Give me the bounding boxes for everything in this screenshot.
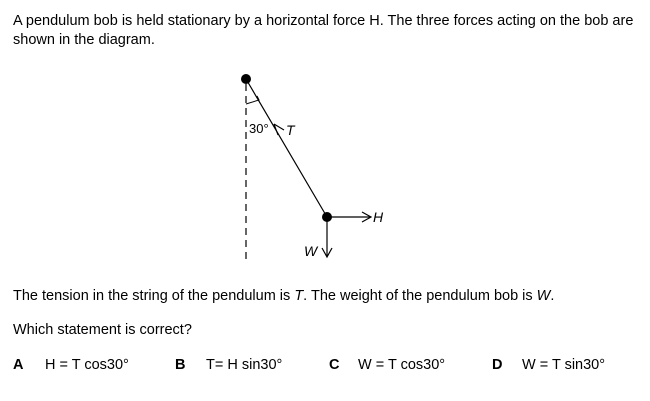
weight-label: W: [304, 243, 318, 259]
horizontal-force-label: H: [373, 209, 384, 225]
option-b-letter: B: [175, 357, 186, 373]
tension-label: T: [286, 122, 295, 138]
statement-part-3: .: [550, 288, 555, 304]
question-prompt: Which statement is correct?: [13, 322, 192, 338]
option-d-letter: D: [492, 357, 503, 373]
pendulum-string: [246, 79, 327, 217]
option-c-letter: C: [329, 357, 340, 373]
tension-weight-statement: [13, 288, 554, 304]
intro-line-1: A pendulum bob is held stationary by a horizontal force H. The three forces acting on the bob are: [13, 13, 634, 29]
option-d-text: W = T sin30°: [522, 357, 606, 373]
option-b-text: T= H sin30°: [206, 357, 283, 373]
statement-part-1: The tension in the string of the pendulum is: [13, 288, 295, 304]
statement-t-symbol: T: [294, 288, 304, 304]
option-a-letter: A: [13, 357, 24, 373]
option-c-text: W = T cos30°: [358, 357, 446, 373]
pivot-point: [241, 74, 251, 84]
tension-arrow-head: [274, 124, 284, 135]
statement-w-symbol: W: [536, 288, 551, 304]
option-a-text: H = T cos30°: [45, 357, 129, 373]
angle-marker: [246, 96, 259, 104]
statement-part-2: . The weight of the pendulum bob is: [303, 288, 537, 304]
angle-label: 30°: [249, 121, 269, 136]
intro-line-2: shown in the diagram.: [13, 32, 155, 48]
